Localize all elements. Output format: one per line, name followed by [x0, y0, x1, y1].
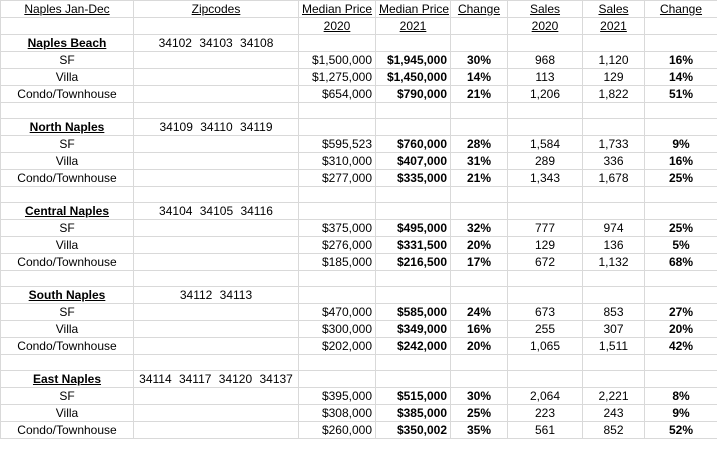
empty-cell[interactable]: [508, 271, 583, 287]
empty-cell[interactable]: [451, 355, 508, 371]
sales-change[interactable]: 9%: [645, 405, 717, 422]
region-name[interactable]: East Naples: [1, 371, 134, 388]
empty-cell[interactable]: [451, 119, 508, 136]
empty-cell[interactable]: [299, 271, 376, 287]
empty-cell[interactable]: [1, 103, 134, 119]
region-header-row: [1, 119, 717, 136]
sales-2021[interactable]: 336: [583, 153, 645, 170]
region-header-row: [1, 203, 717, 220]
median-price-change[interactable]: 20%: [451, 237, 508, 254]
median-price-2021[interactable]: $1,945,000: [376, 52, 451, 69]
median-price-change[interactable]: 25%: [451, 405, 508, 422]
empty-cell[interactable]: [134, 254, 299, 271]
property-type[interactable]: Villa: [1, 237, 134, 254]
sales-change[interactable]: 8%: [645, 388, 717, 405]
median-price-2021[interactable]: $331,500: [376, 237, 451, 254]
sales-change[interactable]: 52%: [645, 422, 717, 439]
table-row: [1, 52, 717, 69]
region-zipcodes[interactable]: 34102 34103 34108: [134, 35, 299, 52]
sales-change[interactable]: 25%: [645, 220, 717, 237]
region-header-row: [1, 287, 717, 304]
sales-2021[interactable]: 129: [583, 69, 645, 86]
median-price-2021[interactable]: $385,000: [376, 405, 451, 422]
spacer-row: [1, 103, 717, 119]
property-type[interactable]: Condo/Townhouse: [1, 170, 134, 187]
median-price-change[interactable]: 16%: [451, 321, 508, 338]
empty-cell[interactable]: [451, 18, 508, 35]
sales-change[interactable]: 42%: [645, 338, 717, 355]
empty-cell[interactable]: [583, 35, 645, 52]
empty-cell[interactable]: [134, 422, 299, 439]
header-year-2021[interactable]: 2021: [376, 18, 451, 35]
empty-cell[interactable]: [376, 371, 451, 388]
header-title[interactable]: Naples Jan-Dec: [1, 1, 134, 18]
empty-cell[interactable]: [451, 103, 508, 119]
median-price-2021[interactable]: $242,000: [376, 338, 451, 355]
empty-cell[interactable]: [583, 371, 645, 388]
sales-2020[interactable]: 1,206: [508, 86, 583, 103]
table-row: [1, 422, 717, 439]
empty-cell[interactable]: [134, 338, 299, 355]
empty-cell[interactable]: [299, 35, 376, 52]
sales-change[interactable]: 9%: [645, 136, 717, 153]
sales-2020[interactable]: 289: [508, 153, 583, 170]
empty-cell[interactable]: [134, 187, 299, 203]
empty-cell[interactable]: [134, 220, 299, 237]
empty-cell[interactable]: [134, 388, 299, 405]
empty-cell[interactable]: [645, 35, 717, 52]
sales-change[interactable]: 16%: [645, 52, 717, 69]
sales-2021[interactable]: 974: [583, 220, 645, 237]
header-zipcodes[interactable]: Zipcodes: [134, 1, 299, 18]
header-row-2: [1, 18, 717, 35]
empty-cell[interactable]: [645, 18, 717, 35]
header-sales-change[interactable]: Change: [645, 1, 717, 18]
spacer-row: [1, 271, 717, 287]
sales-2021[interactable]: 136: [583, 237, 645, 254]
empty-cell[interactable]: [451, 371, 508, 388]
empty-cell[interactable]: [376, 187, 451, 203]
median-price-2021[interactable]: $515,000: [376, 388, 451, 405]
header-sales-2021[interactable]: Sales: [583, 1, 645, 18]
empty-cell[interactable]: [645, 103, 717, 119]
empty-cell[interactable]: [508, 103, 583, 119]
empty-cell[interactable]: [645, 371, 717, 388]
sales-2021[interactable]: 852: [583, 422, 645, 439]
property-type[interactable]: Villa: [1, 153, 134, 170]
median-price-2020[interactable]: $470,000: [299, 304, 376, 321]
median-price-2020[interactable]: $308,000: [299, 405, 376, 422]
sales-2020[interactable]: 777: [508, 220, 583, 237]
sales-change[interactable]: 25%: [645, 170, 717, 187]
sales-2020[interactable]: 113: [508, 69, 583, 86]
median-price-2020[interactable]: $300,000: [299, 321, 376, 338]
property-type[interactable]: Condo/Townhouse: [1, 338, 134, 355]
sales-2021[interactable]: 1,511: [583, 338, 645, 355]
empty-cell[interactable]: [299, 119, 376, 136]
empty-cell[interactable]: [508, 203, 583, 220]
header-year-2020[interactable]: 2020: [299, 18, 376, 35]
empty-cell[interactable]: [299, 103, 376, 119]
header-sales-year-2020[interactable]: 2020: [508, 18, 583, 35]
empty-cell[interactable]: [134, 237, 299, 254]
table-row: [1, 170, 717, 187]
median-price-change[interactable]: 14%: [451, 69, 508, 86]
table-row: [1, 254, 717, 271]
sales-2021[interactable]: 1,678: [583, 170, 645, 187]
median-price-2021[interactable]: $790,000: [376, 86, 451, 103]
empty-cell[interactable]: [508, 287, 583, 304]
empty-cell[interactable]: [299, 187, 376, 203]
median-price-2020[interactable]: $375,000: [299, 220, 376, 237]
empty-cell[interactable]: [583, 119, 645, 136]
empty-cell[interactable]: [134, 355, 299, 371]
sales-change[interactable]: 27%: [645, 304, 717, 321]
empty-cell[interactable]: [645, 119, 717, 136]
median-price-2020[interactable]: $1,275,000: [299, 69, 376, 86]
sales-2020[interactable]: 223: [508, 405, 583, 422]
median-price-change[interactable]: 31%: [451, 153, 508, 170]
sales-2020[interactable]: 1,065: [508, 338, 583, 355]
empty-cell[interactable]: [376, 287, 451, 304]
empty-cell[interactable]: [583, 355, 645, 371]
sales-2020[interactable]: 2,064: [508, 388, 583, 405]
sales-2021[interactable]: 1,120: [583, 52, 645, 69]
property-type[interactable]: Condo/Townhouse: [1, 422, 134, 439]
empty-cell[interactable]: [451, 271, 508, 287]
region-name[interactable]: Central Naples: [1, 203, 134, 220]
sales-2020[interactable]: 255: [508, 321, 583, 338]
empty-cell[interactable]: [299, 371, 376, 388]
median-price-change[interactable]: 17%: [451, 254, 508, 271]
median-price-2021[interactable]: $407,000: [376, 153, 451, 170]
median-price-2020[interactable]: $277,000: [299, 170, 376, 187]
empty-cell[interactable]: [451, 187, 508, 203]
empty-cell[interactable]: [645, 271, 717, 287]
median-price-change[interactable]: 21%: [451, 170, 508, 187]
empty-cell[interactable]: [645, 355, 717, 371]
empty-cell[interactable]: [376, 203, 451, 220]
empty-cell[interactable]: [376, 355, 451, 371]
median-price-2020[interactable]: $276,000: [299, 237, 376, 254]
empty-cell[interactable]: [645, 203, 717, 220]
empty-cell[interactable]: [645, 287, 717, 304]
sales-2020[interactable]: 129: [508, 237, 583, 254]
median-price-2021[interactable]: $1,450,000: [376, 69, 451, 86]
empty-cell[interactable]: [299, 287, 376, 304]
empty-cell[interactable]: [376, 119, 451, 136]
property-type[interactable]: Villa: [1, 405, 134, 422]
empty-cell[interactable]: [134, 170, 299, 187]
property-type[interactable]: Villa: [1, 321, 134, 338]
sales-2021[interactable]: 1,733: [583, 136, 645, 153]
empty-cell[interactable]: [583, 203, 645, 220]
sales-2020[interactable]: 672: [508, 254, 583, 271]
median-price-change[interactable]: 30%: [451, 388, 508, 405]
sales-change[interactable]: 5%: [645, 237, 717, 254]
empty-cell[interactable]: [376, 103, 451, 119]
median-price-2021[interactable]: $216,500: [376, 254, 451, 271]
median-price-2021[interactable]: $495,000: [376, 220, 451, 237]
median-price-2021[interactable]: $585,000: [376, 304, 451, 321]
empty-cell[interactable]: [134, 136, 299, 153]
property-type[interactable]: Villa: [1, 69, 134, 86]
empty-cell[interactable]: [583, 187, 645, 203]
median-price-2020[interactable]: $202,000: [299, 338, 376, 355]
region-header-row: [1, 35, 717, 52]
empty-cell[interactable]: [134, 86, 299, 103]
empty-cell[interactable]: [376, 35, 451, 52]
property-type[interactable]: Condo/Townhouse: [1, 86, 134, 103]
table-row: [1, 153, 717, 170]
region-name[interactable]: Naples Beach: [1, 35, 134, 52]
sales-2020[interactable]: 1,584: [508, 136, 583, 153]
region-header-row: [1, 371, 717, 388]
property-type[interactable]: SF: [1, 388, 134, 405]
median-price-2021[interactable]: $760,000: [376, 136, 451, 153]
empty-cell[interactable]: [134, 18, 299, 35]
empty-cell[interactable]: [134, 405, 299, 422]
table-row: [1, 220, 717, 237]
empty-cell[interactable]: [1, 187, 134, 203]
empty-cell[interactable]: [134, 103, 299, 119]
median-price-2021[interactable]: $335,000: [376, 170, 451, 187]
empty-cell[interactable]: [583, 287, 645, 304]
sales-2021[interactable]: 1,132: [583, 254, 645, 271]
sales-change[interactable]: 51%: [645, 86, 717, 103]
median-price-2020[interactable]: $310,000: [299, 153, 376, 170]
property-type[interactable]: SF: [1, 52, 134, 69]
sales-2020[interactable]: 968: [508, 52, 583, 69]
empty-cell[interactable]: [508, 35, 583, 52]
median-price-change[interactable]: 21%: [451, 86, 508, 103]
header-median-price-2020[interactable]: Median Price: [299, 1, 376, 18]
empty-cell[interactable]: [451, 35, 508, 52]
empty-cell[interactable]: [376, 271, 451, 287]
region-zipcodes[interactable]: 34104 34105 34116: [134, 203, 299, 220]
empty-cell[interactable]: [583, 103, 645, 119]
header-sales-year-2021[interactable]: 2021: [583, 18, 645, 35]
sales-2021[interactable]: 853: [583, 304, 645, 321]
empty-cell[interactable]: [1, 271, 134, 287]
empty-cell[interactable]: [134, 69, 299, 86]
empty-cell[interactable]: [1, 18, 134, 35]
region-name[interactable]: South Naples: [1, 287, 134, 304]
region-zipcodes[interactable]: 34112 34113: [134, 287, 299, 304]
empty-cell[interactable]: [134, 271, 299, 287]
empty-cell[interactable]: [645, 187, 717, 203]
median-price-change[interactable]: 32%: [451, 220, 508, 237]
median-price-change[interactable]: 24%: [451, 304, 508, 321]
median-price-change[interactable]: 30%: [451, 52, 508, 69]
table-row: [1, 388, 717, 405]
empty-cell[interactable]: [299, 355, 376, 371]
median-price-2020[interactable]: $595,523: [299, 136, 376, 153]
median-price-2020[interactable]: $1,500,000: [299, 52, 376, 69]
table-row: [1, 321, 717, 338]
empty-cell[interactable]: [134, 304, 299, 321]
property-type[interactable]: SF: [1, 220, 134, 237]
median-price-change[interactable]: 35%: [451, 422, 508, 439]
median-price-2020[interactable]: $395,000: [299, 388, 376, 405]
region-name[interactable]: North Naples: [1, 119, 134, 136]
sales-2020[interactable]: 1,343: [508, 170, 583, 187]
sales-change[interactable]: 68%: [645, 254, 717, 271]
header-sales-2020[interactable]: Sales: [508, 1, 583, 18]
empty-cell[interactable]: [508, 371, 583, 388]
sales-change[interactable]: 16%: [645, 153, 717, 170]
empty-cell[interactable]: [583, 271, 645, 287]
table-row: [1, 136, 717, 153]
header-median-price-2021[interactable]: Median Price: [376, 1, 451, 18]
median-price-change[interactable]: 20%: [451, 338, 508, 355]
table-row: [1, 237, 717, 254]
spacer-row: [1, 187, 717, 203]
sales-2021[interactable]: 243: [583, 405, 645, 422]
region-zipcodes[interactable]: 34109 34110 34119: [134, 119, 299, 136]
property-type[interactable]: SF: [1, 136, 134, 153]
sales-2021[interactable]: 1,822: [583, 86, 645, 103]
table-body: [1, 1, 717, 439]
table-row: [1, 405, 717, 422]
sales-2020[interactable]: 673: [508, 304, 583, 321]
header-price-change[interactable]: Change: [451, 1, 508, 18]
table-row: [1, 86, 717, 103]
empty-cell[interactable]: [508, 119, 583, 136]
empty-cell[interactable]: [451, 203, 508, 220]
median-price-2021[interactable]: $349,000: [376, 321, 451, 338]
table-row: [1, 304, 717, 321]
empty-cell[interactable]: [508, 355, 583, 371]
table-row: [1, 338, 717, 355]
property-type[interactable]: SF: [1, 304, 134, 321]
median-price-change[interactable]: 28%: [451, 136, 508, 153]
sales-2021[interactable]: 307: [583, 321, 645, 338]
header-row-1: [1, 1, 717, 18]
empty-cell[interactable]: [451, 287, 508, 304]
property-type[interactable]: Condo/Townhouse: [1, 254, 134, 271]
empty-cell[interactable]: [134, 52, 299, 69]
table-row: [1, 69, 717, 86]
median-price-2021[interactable]: $350,002: [376, 422, 451, 439]
sales-change[interactable]: 20%: [645, 321, 717, 338]
median-price-2020[interactable]: $654,000: [299, 86, 376, 103]
empty-cell[interactable]: [1, 355, 134, 371]
sales-change[interactable]: 14%: [645, 69, 717, 86]
empty-cell[interactable]: [299, 203, 376, 220]
median-price-2020[interactable]: $185,000: [299, 254, 376, 271]
region-zipcodes[interactable]: 34114 34117 34120 34137: [134, 371, 299, 388]
empty-cell[interactable]: [134, 321, 299, 338]
empty-cell[interactable]: [134, 153, 299, 170]
median-price-2020[interactable]: $260,000: [299, 422, 376, 439]
empty-cell[interactable]: [508, 187, 583, 203]
sales-2020[interactable]: 561: [508, 422, 583, 439]
spacer-row: [1, 355, 717, 371]
sales-2021[interactable]: 2,221: [583, 388, 645, 405]
